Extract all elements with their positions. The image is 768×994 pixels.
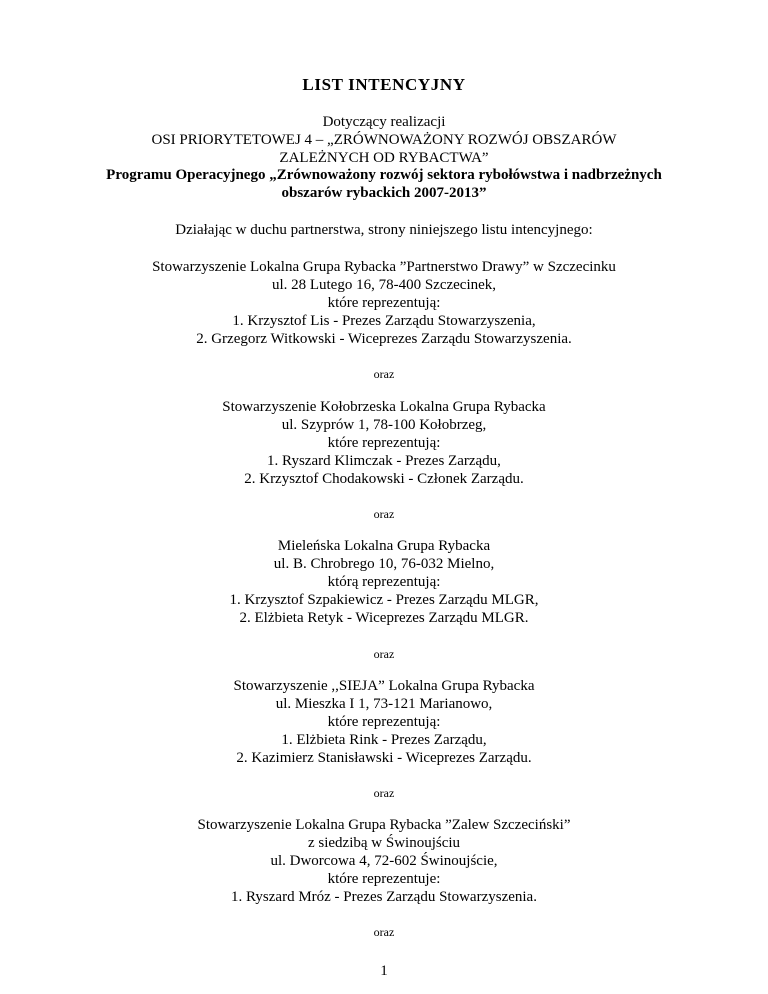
- party-represent: które reprezentują:: [327, 435, 441, 451]
- programme-line-2: obszarów rybackich 2007-2013”: [281, 185, 487, 201]
- party-name: Stowarzyszenie Lokalna Grupa Rybacka ”Zalew Szczeciński”: [197, 817, 571, 833]
- party-rep: 2. Krzysztof Chodakowski - Członek Zarządu.: [244, 471, 524, 487]
- party-rep: 2. Grzegorz Witkowski - Wiceprezes Zarządu Stowarzyszenia.: [196, 331, 572, 347]
- partnership-statement: Działając w duchu partnerstwa, strony niniejszego listu intencyjnego:: [175, 222, 593, 238]
- conjunction-oraz: oraz: [373, 507, 395, 521]
- party-rep: 1. Elżbieta Rink - Prezes Zarządu,: [281, 732, 487, 748]
- party-represent: które reprezentuje:: [327, 871, 441, 887]
- conjunction-oraz: oraz: [373, 786, 395, 800]
- party-rep: 1. Krzysztof Lis - Prezes Zarządu Stowarzyszenia,: [232, 313, 536, 329]
- party-name: Stowarzyszenie Lokalna Grupa Rybacka ”Partnerstwo Drawy” w Szczecinku: [152, 259, 616, 275]
- conjunction-oraz: oraz: [373, 647, 395, 661]
- party-represent: które reprezentują:: [327, 295, 441, 311]
- party-name: Stowarzyszenie ,,SIEJA” Lokalna Grupa Rybacka: [233, 678, 535, 694]
- party-rep: 2. Elżbieta Retyk - Wiceprezes Zarządu MLGR.: [239, 610, 529, 626]
- party-address: ul. Dworcowa 4, 72-602 Świnoujście,: [270, 853, 498, 869]
- party-seat: z siedzibą w Świnoujściu: [307, 835, 461, 851]
- party-address: ul. B. Chrobrego 10, 76-032 Mielno,: [273, 556, 495, 572]
- document-title: LIST INTENCYJNY: [302, 75, 466, 94]
- party-rep: 2. Kazimierz Stanisławski - Wiceprezes Zarządu.: [236, 750, 532, 766]
- party-address: ul. Szyprów 1, 78-100 Kołobrzeg,: [281, 417, 487, 433]
- party-address: ul. 28 Lutego 16, 78-400 Szczecinek,: [271, 277, 497, 293]
- programme-line-1: Programu Operacyjnego „Zrównoważony rozwój sektora rybołówstwa i nadbrzeżnych: [106, 167, 662, 183]
- party-address: ul. Mieszka I 1, 73-121 Marianowo,: [275, 696, 493, 712]
- party-represent: które reprezentują:: [327, 714, 441, 730]
- party-rep: 1. Krzysztof Szpakiewicz - Prezes Zarządu MLGR,: [229, 592, 539, 608]
- party-name: Mieleńska Lokalna Grupa Rybacka: [277, 538, 491, 554]
- intro-line-2: OSI PRIORYTETOWEJ 4 – „ZRÓWNOWAŻONY ROZWÓJ OBSZARÓW: [151, 132, 617, 148]
- intro-line-1: Dotyczący realizacji: [322, 114, 446, 130]
- party-represent: którą reprezentują:: [327, 574, 441, 590]
- page-number: 1: [380, 963, 388, 979]
- party-rep: 1. Ryszard Klimczak - Prezes Zarządu,: [267, 453, 501, 469]
- intro-line-3: ZALEŻNYCH OD RYBACTWA”: [279, 150, 489, 166]
- party-name: Stowarzyszenie Kołobrzeska Lokalna Grupa Rybacka: [222, 399, 546, 415]
- conjunction-oraz: oraz: [373, 925, 395, 939]
- party-rep: 1. Ryszard Mróz - Prezes Zarządu Stowarzyszenia.: [231, 889, 537, 905]
- conjunction-oraz: oraz: [373, 367, 395, 381]
